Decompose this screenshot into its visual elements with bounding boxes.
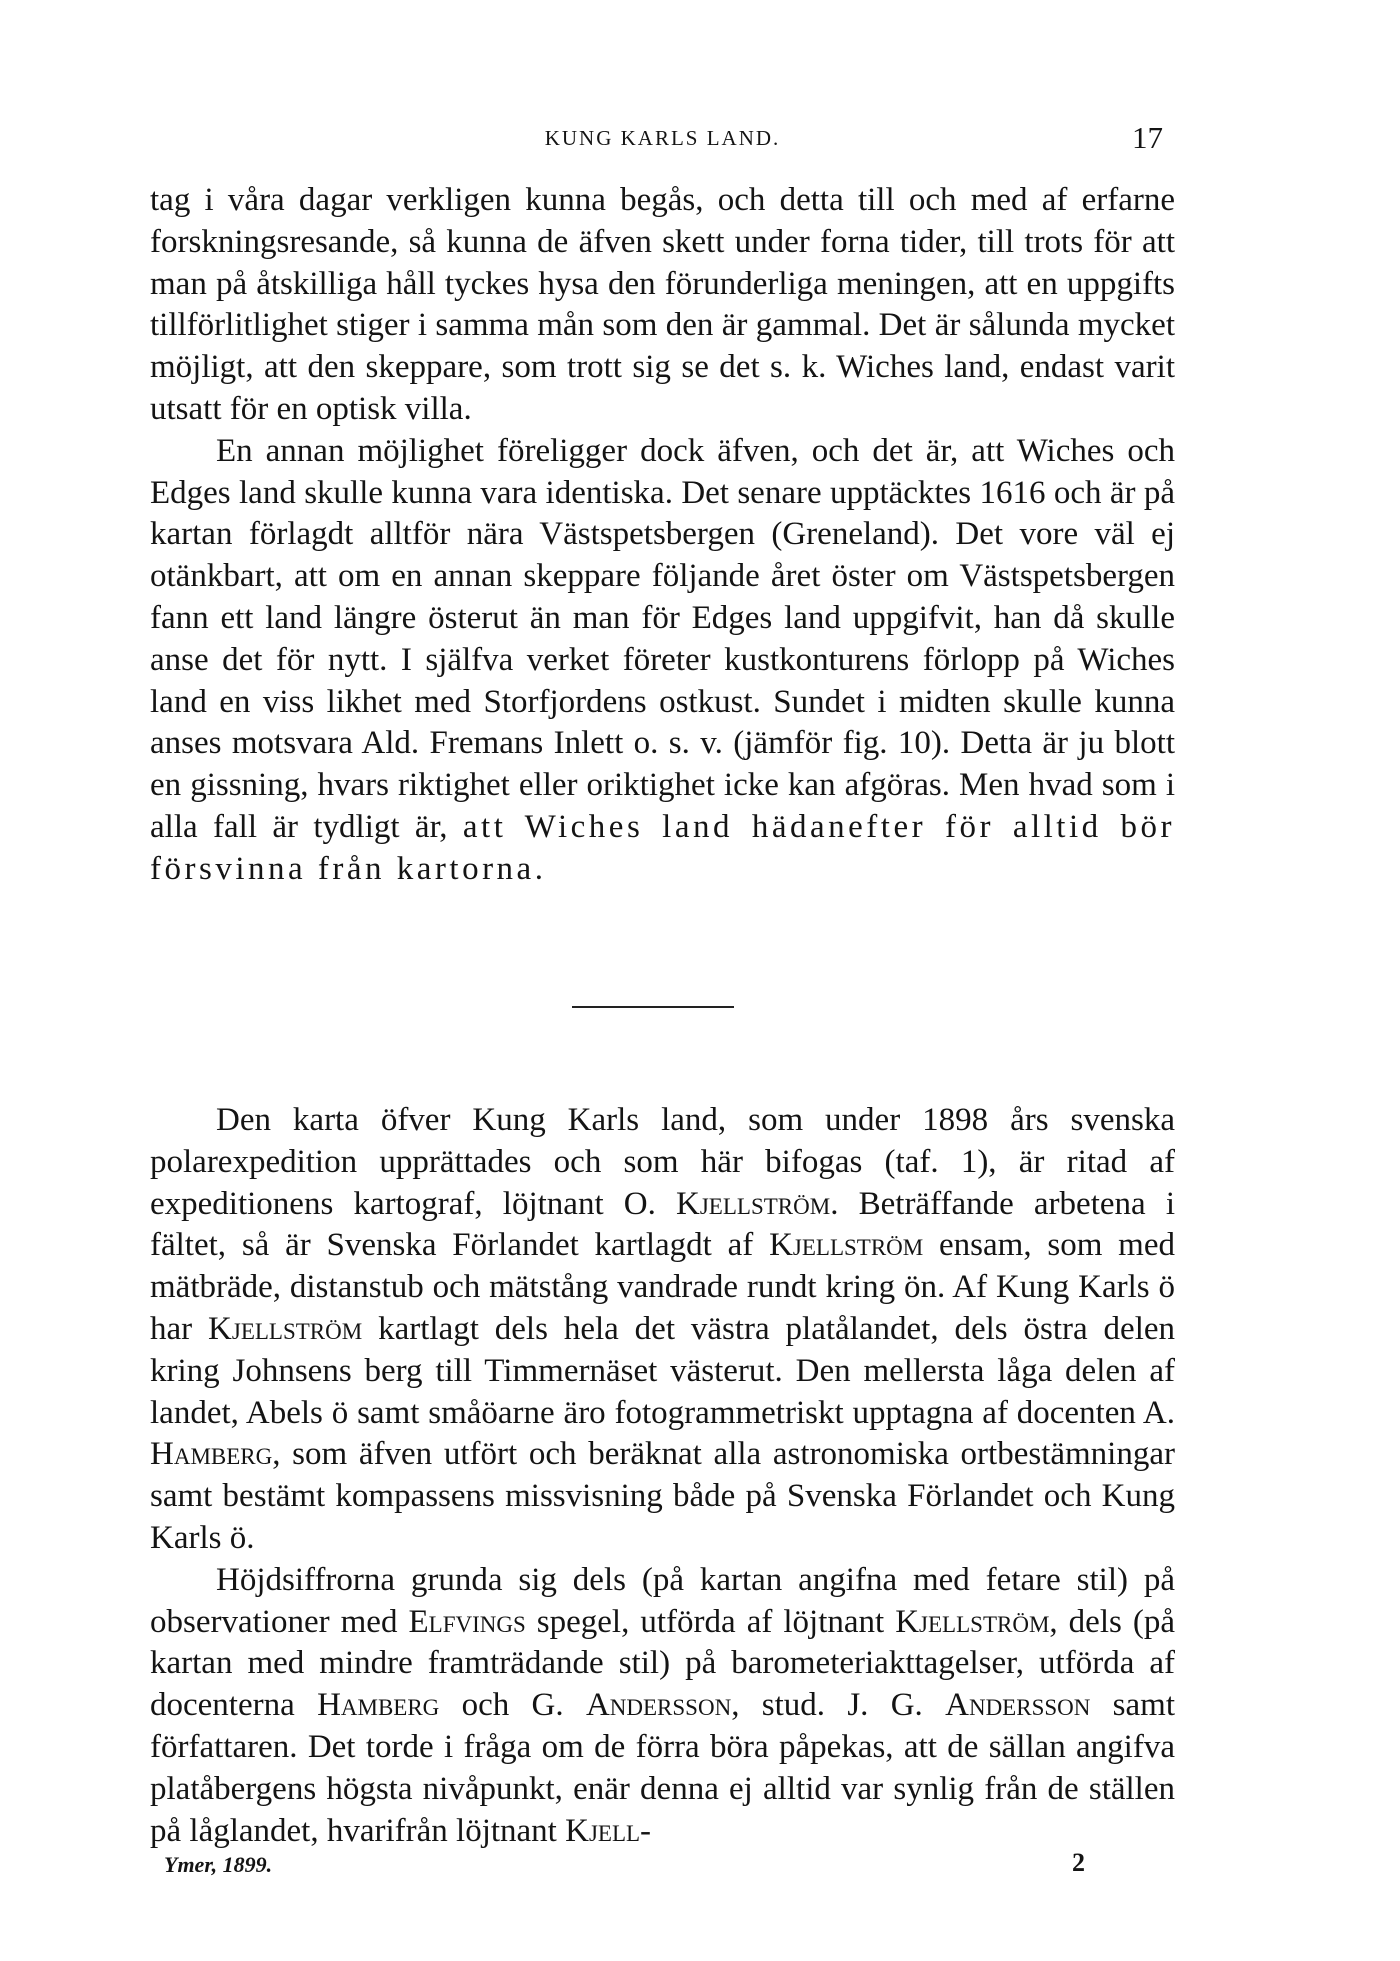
text-run: spegel, utförda af löjtnant (525, 1603, 896, 1640)
book-page (150, 0, 1175, 1961)
paragraph-edges-land-text: En annan möjlighet föreligger dock äfven, och det är, att Wiches och Edges land skulle kunna vara identiska. Det senare upptäcktes 1616 och är på kartan förlagdt alltför nära Västspetsbergen (Greneland). Det vore väl ej otänkbart, att om en annan skeppare följande året öster om Västspetsbergen fann ett land längre österut än man för Edges land uppgifvit, han då skulle anse det för nytt. I själfva verket företer kustkonturens förlopp på Wiches land en viss likhet med Storfjordens ostkust. Sundet i midten skulle kunna anses motsvara Ald. Fremans Inlett o. s. v. (jämför fig. 10). Detta är ju blott en gissning, hvars riktighet eller oriktighet icke kan afgöras. Men hvad som i alla fall är tydligt är, (150, 432, 1175, 845)
author-name: Kjell- (565, 1812, 652, 1849)
paragraph-edges-land (150, 431, 1175, 891)
paragraph-height-figures (150, 1560, 1175, 1853)
paragraph-optical-illusion: tag i våra dagar verkligen kunna begås, och detta till och med af erfarne forskningsresande, så kunna de äfven skett under forna tider, till trots för att man på åtskilliga håll tyckes hysa den förunderliga meningen, att en uppgifts tillförlitlighet stiger i samma mån som den är gammal. Det är sålunda mycket möjligt, att den skeppare, som trott sig se det s. k. Wiches land, endast varit utsatt för en optisk villa. (150, 182, 1175, 427)
text-run: Den karta öfver Kung Karls land, som under 1898 års svenska polarexpedition upprättades och som här bifogas (taf. 1), är ritad af expeditionens kartograf, löjtnant O. (150, 1102, 1175, 1222)
text-run: . Beträffande arbetena i fältet, så är Svenska Förlandet kartlagdt af (150, 1185, 1175, 1264)
author-name: Kjellström (895, 1603, 1050, 1640)
text-run: , dels (på kartan med mindre framträdande stil) på barometeriakttagelser, utförda af docenterna (150, 1603, 1176, 1724)
emphasized-conclusion: att Wiches land hädanefter för alltid bör försvinna från kartorna. (150, 808, 1176, 887)
author-name: Kjellström (676, 1185, 831, 1222)
section-separator-rule (572, 1006, 734, 1008)
text-run: kartlagt dels hela det västra platålandet, dels östra delen kring Johnsens berg till Timmernäset västerut. Den mellersta låga delen af landet, Abels ö samt småöarne äro fotogrammetriskt upptagna af docenten A. (150, 1310, 1176, 1431)
text-run: ensam, som med mätbräde, distanstub och mätstång vandrade rundt kring ön. Af Kung Karls ö har (150, 1227, 1175, 1347)
author-name: Hamberg (317, 1687, 440, 1724)
section-map-notes (150, 1100, 1175, 1852)
text-run: , stud. J. G. (731, 1687, 946, 1724)
author-name: Andersson (585, 1687, 732, 1724)
text-run: Höjdsiffrorna grunda sig dels (på kartan angifna med fetare stil) på observationer med (150, 1561, 1175, 1640)
footer-source: Ymer, 1899. (164, 1852, 273, 1877)
page-number: 17 (1132, 120, 1163, 155)
running-header (150, 120, 1175, 160)
author-name: Hamberg (150, 1436, 273, 1473)
paragraph-map-description (150, 1100, 1175, 1560)
author-name: Andersson (945, 1687, 1091, 1724)
section-wiches-land (150, 180, 1175, 891)
text-run: , som äfven utfört och beräknat alla astronomiska ortbestämningar samt bestämt kompassens missvisning både på Svenska Förlandet och Kung Karls ö. (150, 1436, 1175, 1556)
running-title: KUNG KARLS LAND. (544, 126, 781, 150)
author-name: Kjellström (208, 1310, 363, 1347)
author-name: Kjellström (769, 1227, 924, 1264)
author-name: Elfvings (408, 1603, 526, 1640)
text-run: samt författaren. Det torde i fråga om de förra böra påpekas, att de sällan angifva platåbergens högsta nivåpunkt, enär denna ej alltid var synlig från de ställen på låglandet, hvarifrån löjtnant (150, 1687, 1176, 1849)
footer-signature-mark: 2 (1072, 1848, 1085, 1877)
text-run: och G. (439, 1687, 586, 1724)
